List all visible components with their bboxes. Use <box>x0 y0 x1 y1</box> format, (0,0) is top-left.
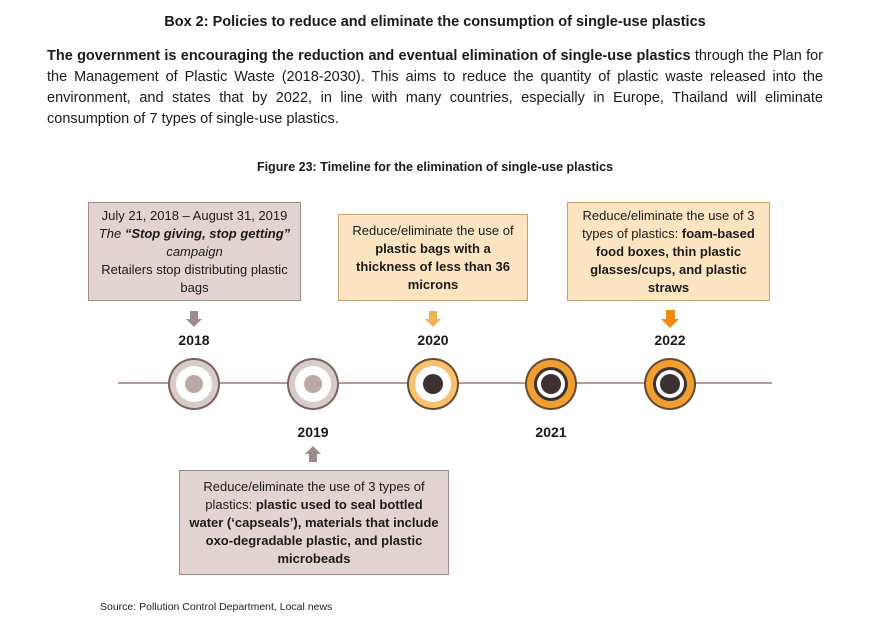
marker-2022 <box>644 358 696 410</box>
source-note: Source: Pollution Control Department, Local news <box>100 601 333 613</box>
intro-rest: through the Plan for the Management of Plastic Waste (2018-2030). This aims to reduce the quantity of plastic waste released into the environment, and states that by 2022, in line with many countries, especially in Europe, Thailand will eliminate consumption of 7 types of single-use plastics. <box>47 48 823 127</box>
marker-2021 <box>525 358 577 410</box>
box-title: Box 2: Policies to reduce and eliminate the consumption of single-use plastics <box>164 14 706 30</box>
year-label-2021: 2021 <box>535 424 567 440</box>
year-label-2022: 2022 <box>654 332 686 348</box>
card-2020-text: Reduce/eliminate the use of plastic bags with a thickness of less than 36 microns <box>352 222 514 292</box>
card-2018-campaign: The “Stop giving, stop getting” <box>98 225 291 241</box>
card-2018-campaign-suffix: campaign <box>166 243 223 259</box>
marker-2018 <box>168 358 220 410</box>
card-2022-text: Reduce/eliminate the use of 3 types of plastics: foam-based food boxes, thin plastic glasses/cups, and plastic straws <box>582 207 755 295</box>
card-2018-detail: Retailers stop distributing plastic bags <box>101 261 288 295</box>
campaign-name: “Stop giving, stop getting” <box>124 225 291 241</box>
marker-2020 <box>407 358 459 410</box>
year-label-2019: 2019 <box>297 424 329 440</box>
figure-title: Figure 23: Timeline for the elimination of single-use plastics <box>256 160 614 174</box>
card-2019-text: Reduce/eliminate the use of 3 types of plastics: plastic used to seal bottled water (‘capseals’), materials that include oxo-degradable plastic, and plastic microbeads <box>189 478 439 566</box>
intro-bold: The government is encouraging the reduction and eventual elimination of single-use plastics <box>47 48 691 64</box>
card-2018-dates: July 21, 2018 – August 31, 2019 <box>101 207 288 223</box>
year-label-2018: 2018 <box>178 332 210 348</box>
marker-2019 <box>287 358 339 410</box>
year-label-2020: 2020 <box>417 332 449 348</box>
